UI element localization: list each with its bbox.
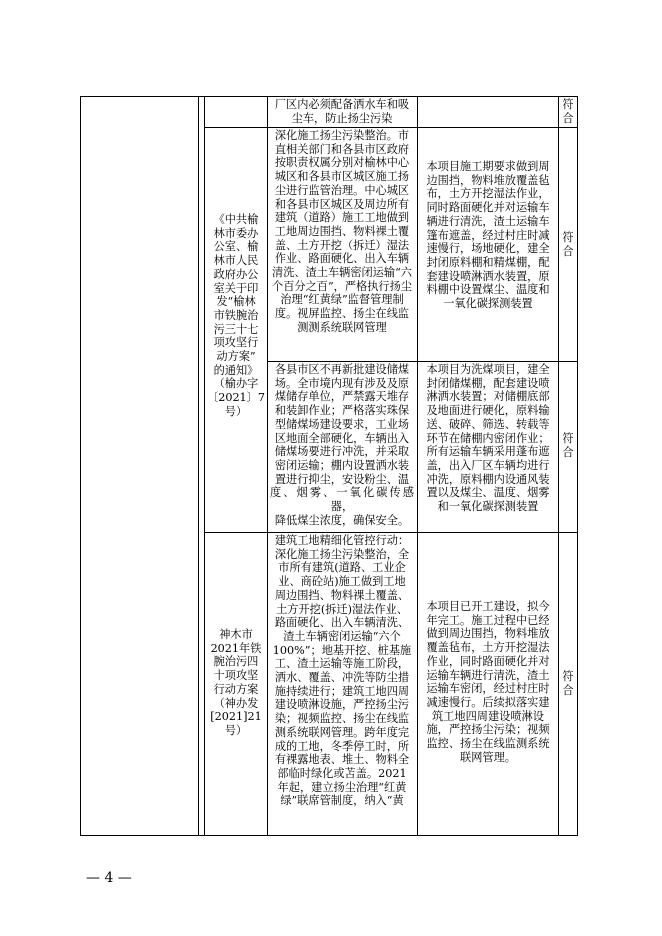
- row4-situation: 本项目已开工建设，拟今 年完工。施工过程中已经 做到周边围挡，物料堆放 覆盖毡布，土方开挖湿法 作业，同时路面硬化并对 运输车辆进行清洗，渣土 运输车密闭，经过村庄时 减速慢行。后续拟落实建 筑工地四周建设喷淋设 施，严控扬尘污染；视频 监控、扬尘在线监测系统 联网管理。: [426, 600, 550, 764]
- col-divider-4: [417, 96, 418, 836]
- col-divider-5: [558, 96, 559, 836]
- page-number: — 4 —: [86, 870, 132, 886]
- row3-requirement: 各县市区不再新批建设储煤 场。全市境内现有涉及及原 煤储存单位，严禁露天堆存 和装卸作业；严格落实珠保 型储煤场建设要求，工业场 区地面全部硬化，车辆出入 储煤场要进行冲洗，并采取 密闭运输；棚内设置洒水装 置进行抑尘，安设粉尘、温 度、烟雾、一氧化碳传感器， 降低煤尘浓度，确保安全。: [270, 363, 414, 527]
- policy-shenmu-plan: 神木市 2021年铁 腕治污四 十项攻坚 行动方案 （神办发 [2021]21 号）: [210, 628, 262, 737]
- row2-requirement: 深化施工扬尘污染整治。市 直相关部门和各县市区政府 按职责权属分别对榆林中心 城区和各县市区城区施工扬 尘进行监管治理。中心城区 和各县市区城区及周边所有 建筑（道路）施工工地做到 工地周边围挡、物料裸土覆 盖、土方开挖（拆迁）湿法 作业、路面硬化、出入车辆 清洗、渣土车辆密闭运输“六 个百分之百”，严格执行扬尘 治理“红黄绿”监督管理制 度。视屏监控、扬尘在线监 测测系统联网管理: [272, 129, 412, 334]
- row-divider-2: [267, 361, 578, 362]
- row4-conclusion: 符 合: [562, 670, 574, 697]
- row3-situation: 本项目为洗煤项目，建全 封闭储煤棚，配套建设喷 淋洒水装置；对储棚底部 及地面进行硬化，原料输 送、破碎、筛选、转载等 环节在储棚内密闭作业； 所有运输车辆采用蓬布遮 盖，出入厂区车辆均进行 冲洗，原料棚内设通风装 置以及煤尘、温度、烟雾 和一氧化碳探测装置: [426, 363, 550, 514]
- row-divider-3: [204, 532, 578, 533]
- table-bottom-border: [80, 835, 578, 836]
- table-left-border: [80, 96, 81, 836]
- row2-situation: 本项目施工期要求做到周 边围挡，物料堆放覆盖毡 布，土方开挖湿法作业， 同时路面硬化并对运输车 辆进行清洗，渣土运输车 篷布遮盖，经过村庄时减 速慢行，场地硬化，建全 封闭原料棚和精煤棚，配 套建设喷淋洒水装置，原 料棚中设置煤尘、温度和 一氧化碳探测装置: [426, 160, 550, 311]
- policy-yulin-notice: 《中共榆 林市委办 公室、榆 林市人民 政府办公 室关于印 发“榆林 市铁腕治 污三十七 项攻坚行 动方案” 的通知》 （榆办字 〔2021〕7 号）: [207, 213, 265, 418]
- row3-conclusion: 符 合: [562, 432, 574, 459]
- row2-conclusion: 符 合: [562, 231, 574, 258]
- table-top-border: [80, 96, 578, 97]
- table-right-border: [577, 96, 578, 836]
- row1-requirement: 厂区内必须配备洒水车和吸 尘车，防止扬尘污染: [274, 98, 410, 125]
- row4-requirement: 建筑工地精细化管控行动： 深化施工扬尘污染整治，全 市所有建筑(道路、工业企 业、商砼站)施工做到工地 周边围挡、物料裸土覆盖、 土方开挖(拆迁)湿法作业、 路面硬化、出入车辆清洗、 渣土车辆密闭运输“六个 100%”；地基开挖、桩基施 工、渣土运输等施工阶段， 洒水、覆盖、冲洗等防尘措 施持续进行；建筑工地四周 建设喷淋设施，严控扬尘污 染；视频监控、扬尘在线监 测系统联网管理。跨年度完 成的工地，冬季停工时，所 有裸露地表、堆土、物料全 部临时绿化或苫盖。2021 年起，建立扬尘治理“红黄 绿”联席管制度，纳入“黄: [272, 534, 412, 808]
- row1-conclusion: 符 合: [562, 98, 574, 125]
- col-divider-1: [198, 96, 199, 836]
- col-divider-3: [267, 96, 268, 836]
- row-divider-1: [204, 127, 578, 128]
